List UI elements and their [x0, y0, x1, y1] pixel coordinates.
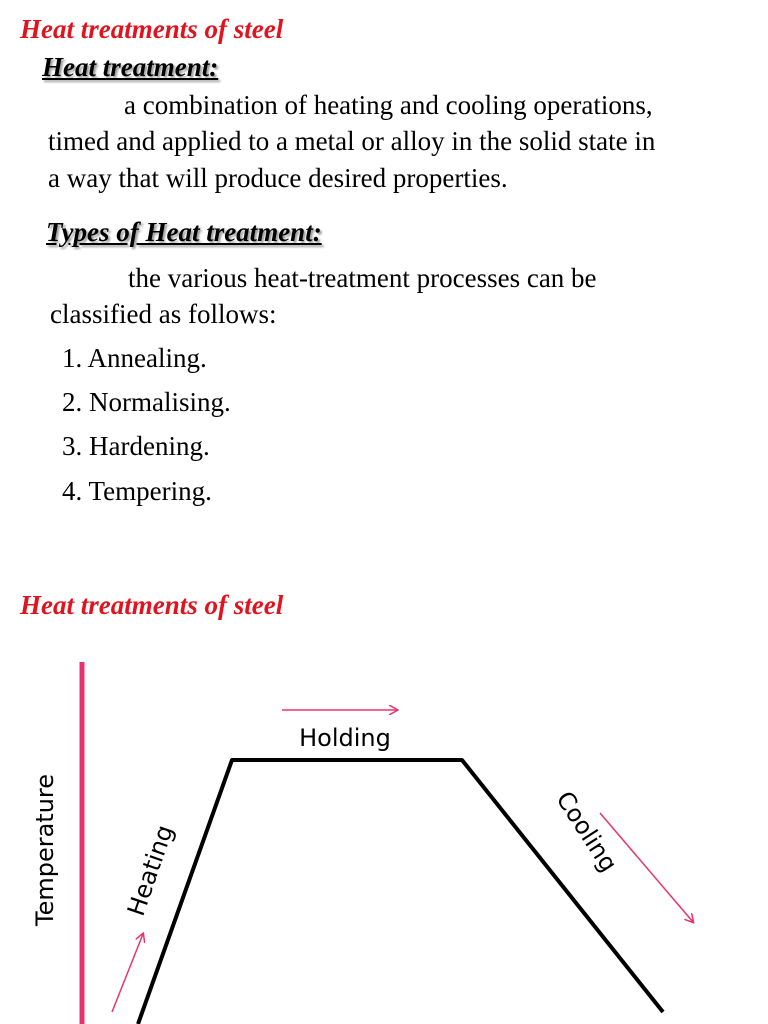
heating-label: Heating	[121, 821, 179, 920]
list-item-tempering: 4. Tempering.	[62, 476, 212, 506]
definition-line-2: timed and applied to a metal or alloy in the solid state in	[48, 126, 656, 156]
definition-line-1: a combination of heating and cooling operations,	[124, 90, 653, 120]
list-item-annealing: 1. Annealing.	[62, 343, 207, 373]
temperature-axis-label: Temperature	[31, 773, 59, 927]
heat-treatment-curve	[138, 760, 663, 1024]
types-intro-line-1: the various heat-treatment processes can be	[128, 263, 597, 293]
slide-2-title: Heat treatments of steel	[20, 590, 284, 620]
types-intro-line-2: classified as follows:	[50, 299, 277, 329]
definition-line-3: a way that will produce desired properties.	[48, 163, 508, 193]
slide-1-title: Heat treatments of steel	[20, 14, 284, 44]
holding-label: Holding	[299, 724, 391, 752]
list-item-hardening: 3. Hardening.	[62, 431, 210, 461]
heat-treatment-diagram	[0, 640, 768, 1024]
definition-heading: Heat treatment:	[42, 52, 219, 82]
list-item-normalising: 2. Normalising.	[62, 387, 231, 417]
cooling-label: Cooling	[550, 786, 623, 877]
heating-arrow-icon	[112, 934, 143, 1012]
types-heading: Types of Heat treatment:	[46, 217, 322, 247]
